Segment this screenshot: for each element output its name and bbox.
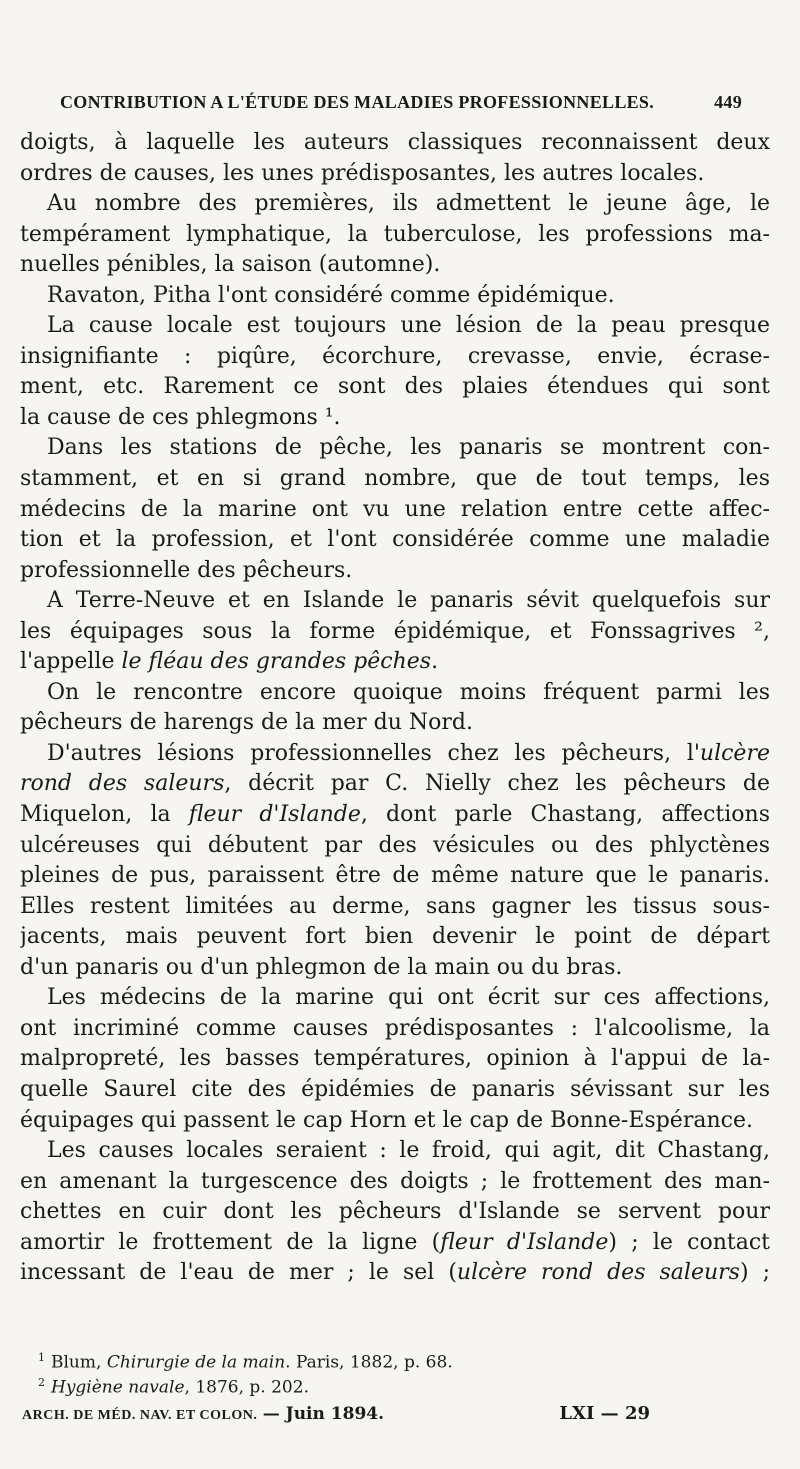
text-run: la cause de ces phlegmons ¹. bbox=[20, 404, 341, 430]
text-line bbox=[20, 617, 770, 648]
text-line bbox=[20, 953, 770, 984]
text-run: ment, etc. Rarement ce sont des plaies étendues qui sont bbox=[20, 374, 770, 400]
text-run: pêcheurs de harengs de la mer du Nord. bbox=[20, 710, 473, 736]
text-run: . Paris, 1882, p. 68. bbox=[285, 1352, 453, 1373]
page-footer bbox=[22, 1403, 650, 1424]
text-run: doigts, à laquelle les auteurs classiques reconnaissent deux bbox=[20, 130, 770, 155]
signature-mark: LXI — 29 bbox=[559, 1403, 650, 1424]
text-run: ordres de causes, les unes prédisposantes, les autres locales. bbox=[20, 160, 705, 186]
text-run: Elles restent limitées au derme, sans gagner les tissus sous- bbox=[20, 893, 770, 919]
text-run: A Terre-Neuve et en Islande le panaris sévit quelquefois sur bbox=[47, 588, 770, 614]
text-line bbox=[20, 1075, 770, 1106]
text-line bbox=[20, 311, 770, 342]
text-line bbox=[20, 1197, 770, 1228]
text-run: chettes en cuir dont les pêcheurs d'Islande se servent pour bbox=[20, 1199, 770, 1225]
text-run: jacents, mais peuvent fort bien devenir le point de départ bbox=[20, 924, 770, 950]
italic-text: fleur d'Islande bbox=[440, 1229, 609, 1255]
text-line bbox=[20, 678, 770, 709]
text-line bbox=[20, 1136, 770, 1167]
text-run: , décrit par C. Nielly chez les pêcheurs de bbox=[224, 771, 770, 797]
text-run: pleines de pus, paraissent être de même nature que le panaris. bbox=[20, 863, 770, 889]
text-line bbox=[20, 525, 770, 556]
text-run: Les médecins de la marine qui ont écrit sur ces affections, bbox=[47, 985, 770, 1011]
running-title: CONTRIBUTION A L'ÉTUDE DES MALADIES PROFESSIONNELLES. bbox=[60, 92, 655, 112]
footnote-1 bbox=[38, 1348, 453, 1373]
text-run: malpropreté, les basses températures, opinion à l'appui de la- bbox=[20, 1046, 770, 1072]
text-line bbox=[20, 708, 770, 739]
text-line bbox=[20, 1258, 770, 1289]
text-run: ont incriminé comme causes prédisposantes : l'alcoolisme, la bbox=[20, 1015, 770, 1041]
text-run: ) ; le contact bbox=[608, 1229, 770, 1255]
footnote-mark: 2 bbox=[38, 1376, 45, 1389]
footnote-mark: 1 bbox=[38, 1351, 45, 1364]
text-line bbox=[20, 189, 770, 220]
text-line bbox=[20, 1044, 770, 1075]
text-line bbox=[20, 861, 770, 892]
italic-text: fleur d'Islande bbox=[188, 802, 361, 828]
italic-text: Chirurgie de la main bbox=[106, 1352, 286, 1373]
text-run: . bbox=[431, 649, 439, 675]
text-run: tion et la profession, et l'ont considérée comme une maladie bbox=[20, 527, 770, 553]
text-run: D'autres lésions professionnelles chez les pêcheurs, l' bbox=[47, 740, 700, 766]
text-line bbox=[20, 769, 770, 800]
journal-name: ARCH. DE MÉD. NAV. ET COLON. bbox=[22, 1408, 258, 1423]
text-line bbox=[20, 922, 770, 953]
text-run: Blum, bbox=[51, 1352, 107, 1373]
text-line bbox=[20, 1106, 770, 1137]
text-run: amortir le frottement de la ligne ( bbox=[20, 1229, 441, 1255]
text-line bbox=[20, 892, 770, 923]
text-line bbox=[20, 281, 770, 312]
text-line bbox=[20, 495, 770, 526]
text-line bbox=[20, 739, 770, 770]
text-line bbox=[20, 983, 770, 1014]
text-line bbox=[20, 1014, 770, 1045]
text-run: Les causes locales seraient : le froid, qui agit, dit Chastang, bbox=[47, 1138, 770, 1164]
text-line bbox=[20, 586, 770, 617]
text-run: professionnelle des pêcheurs. bbox=[20, 557, 353, 583]
text-run: Dans les stations de pêche, les panaris se montrent con- bbox=[47, 435, 770, 461]
text-run: , 1876, p. 202. bbox=[184, 1377, 309, 1398]
text-line bbox=[20, 1228, 770, 1259]
text-run: Au nombre des premières, ils admettent le jeune âge, le bbox=[47, 191, 770, 217]
footer-source bbox=[22, 1404, 384, 1424]
text-line bbox=[20, 403, 770, 434]
text-line bbox=[20, 128, 770, 159]
issue-date: — Juin 1894. bbox=[262, 1404, 385, 1424]
text-line bbox=[20, 556, 770, 587]
page-number: 449 bbox=[714, 92, 742, 112]
text-line bbox=[20, 800, 770, 831]
text-line bbox=[20, 1167, 770, 1198]
text-run: l'appelle bbox=[20, 649, 122, 675]
text-run: quelle Saurel cite des épidémies de panaris sévissant sur les bbox=[20, 1076, 770, 1102]
text-run: tempérament lymphatique, la tuberculose, les professions ma- bbox=[20, 221, 770, 247]
text-line bbox=[20, 250, 770, 281]
text-line bbox=[20, 159, 770, 190]
text-line bbox=[20, 372, 770, 403]
italic-text: ulcère rond des saleurs bbox=[456, 1260, 740, 1286]
italic-text: rond des saleurs bbox=[20, 771, 225, 797]
text-line bbox=[20, 831, 770, 862]
text-run: ) ; bbox=[739, 1260, 770, 1286]
text-run: On le rencontre encore quoique moins fréquent parmi les bbox=[47, 679, 770, 705]
text-run: les équipages sous la forme épidémique, et Fonssagrives ², bbox=[20, 618, 770, 644]
footnote-2 bbox=[38, 1373, 309, 1398]
text-line bbox=[20, 647, 770, 678]
text-run: Miquelon, la bbox=[20, 802, 189, 828]
text-run: incessant de l'eau de mer ; le sel ( bbox=[20, 1260, 457, 1286]
text-run: équipages qui passent le cap Horn et le cap de Bonne-Espérance. bbox=[20, 1107, 753, 1133]
body-text bbox=[20, 128, 770, 1289]
text-run: stamment, et en si grand nombre, que de tout temps, les bbox=[20, 466, 770, 492]
text-line bbox=[20, 220, 770, 251]
text-line bbox=[20, 464, 770, 495]
text-run: ulcéreuses qui débutent par des vésicules ou des phlyctènes bbox=[20, 832, 770, 858]
text-run: d'un panaris ou d'un phlegmon de la main ou du bras. bbox=[20, 954, 623, 980]
text-run: , dont parle Chastang, affections bbox=[360, 802, 770, 828]
text-run: Ravaton, Pitha l'ont considéré comme épidémique. bbox=[47, 282, 615, 308]
text-run: insignifiante : piqûre, écorchure, crevasse, envie, écrase- bbox=[20, 343, 770, 369]
text-run: en amenant la turgescence des doigts ; le frottement des man- bbox=[20, 1168, 770, 1194]
text-run: La cause locale est toujours une lésion de la peau presque bbox=[47, 313, 770, 339]
text-line bbox=[20, 433, 770, 464]
running-header bbox=[60, 92, 742, 113]
text-run: médecins de la marine ont vu une relation entre cette affec- bbox=[20, 496, 770, 522]
text-run: nuelles pénibles, la saison (automne). bbox=[20, 252, 441, 278]
text-line bbox=[20, 342, 770, 373]
italic-text: Hygiène navale bbox=[51, 1377, 185, 1398]
italic-text: le fléau des grandes pêches bbox=[121, 649, 432, 675]
italic-text: ulcère bbox=[699, 740, 770, 766]
